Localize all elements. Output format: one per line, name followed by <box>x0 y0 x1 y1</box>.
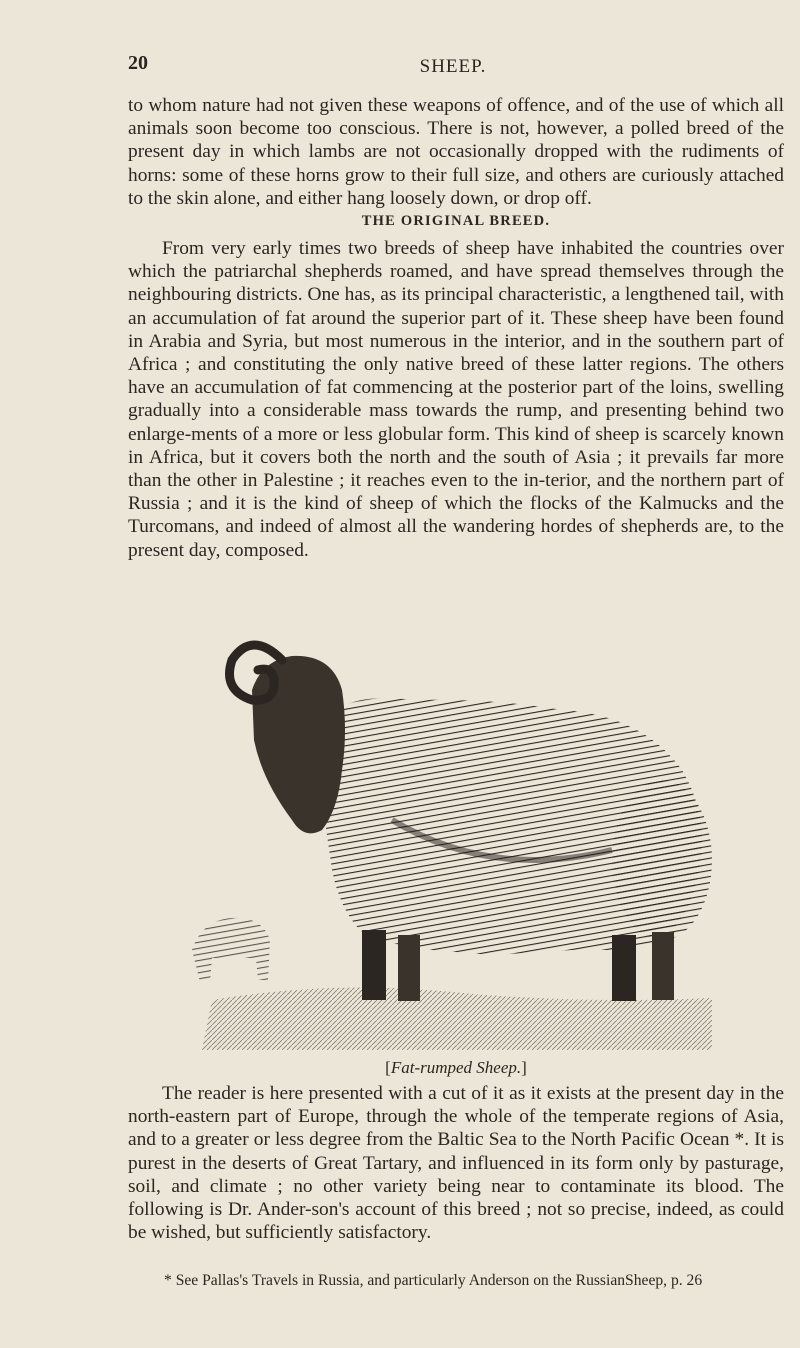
front-leg-left <box>362 930 386 1000</box>
fat-rump <box>612 780 712 940</box>
footnote: * See Pallas's Travels in Russia, and particularly Anderson on the RussianSheep, p. 26 <box>164 1272 703 1289</box>
paragraph-2 <box>128 237 784 562</box>
sheep-head <box>252 656 345 833</box>
distant-sheep <box>192 918 270 982</box>
front-leg-right <box>398 935 420 1001</box>
page-header <box>128 52 778 82</box>
section-heading: THE ORIGINAL BREED. <box>361 213 551 229</box>
fat-rumped-sheep-engraving <box>192 620 722 1050</box>
page-number: 20 <box>128 52 148 74</box>
hind-leg-left <box>612 935 636 1001</box>
paragraph-1 <box>128 94 784 210</box>
running-head: SHEEP. <box>419 56 487 77</box>
paragraph-3 <box>128 1082 784 1244</box>
hind-leg-right <box>652 932 674 1000</box>
caption-close-bracket: ] <box>521 1058 527 1077</box>
paragraph-1-text: to whom nature had not given these weapons of offence, and of the use of which all animals soon become too conscious. There is not, however, a polled breed of the present day in which lambs are not occasionally dropped with the rudiments of horns: some of these horns grow to their full size, and others are curiously attached to the skin alone, and either hang loosely down, or drop off. <box>128 95 784 209</box>
paragraph-3-text: The reader is here presented with a cut of it as it exists at the present day in the north-eastern part of Europe, through the whole of the temperate regions of Asia, and to a greater or less degree from the Baltic Sea to the North Pacific Ocean *. It is purest in the deserts of Great Tartary, and influenced in its form only by pasturage, soil, and climate ; no other variety being near to contaminate its blood. The following is Dr. Ander-son's account of this breed ; not so precise, indeed, as could be wished, but sufficiently satisfactory. <box>128 1083 784 1244</box>
sheep-illustration <box>192 620 722 1050</box>
figure-caption <box>128 1058 784 1078</box>
paragraph-2-text: From very early times two breeds of sheep have inhabited the countries over which the patriarchal shepherds roamed, and have spread themselves through the neighbouring districts. One has, as its principal characteristic, a lengthened tail, with an accumulation of fat around the superior part of it. These sheep have been found in Arabia and Syria, but most numerous in the interior, and in the southern part of Africa ; and constituting the only native breed of these latter regions. The others have an accumulation of fat commencing at the posterior part of the loins, swelling gradually into a considerable mass towards the rump, and presenting behind two enlarge-ments of a more or less globular form. This kind of sheep is scarcely known in Africa, but it covers both the north and the south of Asia ; it prevails far more than the other in Palestine ; it reaches even to the in-terior, and the northern part of Russia ; and it is the kind of sheep of which the flocks of the Kalmucks and the Turcomans, and indeed of almost all the wandering hordes of shepherds are, to the present day, composed. <box>128 238 784 561</box>
caption-open-bracket: [ <box>385 1058 391 1077</box>
caption-text: Fat-rumped Sheep. <box>390 1058 522 1077</box>
